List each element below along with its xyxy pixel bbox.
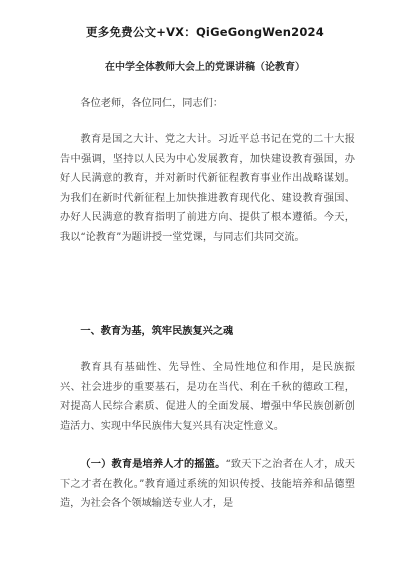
section-heading-1: 一、教育为基，筑牢民族复兴之魂 bbox=[80, 326, 234, 337]
subsection-heading-1: （一）教育是培养人才的摇篮。 bbox=[80, 459, 226, 470]
document-title: 在中学全体教师大会上的党课讲稿（论教育） bbox=[105, 62, 305, 73]
subsection-body-1: “致天下之治者在人才，成天下之才者在教化。”教育通过系统的知识传授、技能培养和品德塑造，为社会各个领域输送专业人才，是 bbox=[60, 459, 355, 509]
paragraph-intro: 教育是国之大计、党之大计。习近平总书记在党的二十大报告中强调，坚持以人民为中心发展教育，加快建设教育强国，办好人民满意的教育，并对新时代新征程教育事业作出战略谋划。为我们在新时代新征程上加快推进教育现代化、建设教育强国、办好人民满意的教育指明了前进方向、提供了根本遵循。今天，我以“论教育”为题讲授一堂党课，与同志们共同交流。 bbox=[60, 134, 355, 243]
paragraph-subsection-1 bbox=[60, 455, 355, 514]
greeting-line: 各位老师，各位同仁，同志们： bbox=[80, 98, 224, 109]
watermark-text: 更多免费公文+VX：QiGeGongWen2024 bbox=[86, 25, 324, 39]
paragraph-section-1: 教育具有基础性、先导性、全局性地位和作用，是民族振兴、社会进步的重要基石，是功在当代、利在千秋的德政工程，对提高人民综合素质、促进人的全面发展、增强中华民族创新创造活力、实现中华民族伟大复兴具有决定性意义。 bbox=[60, 362, 355, 432]
